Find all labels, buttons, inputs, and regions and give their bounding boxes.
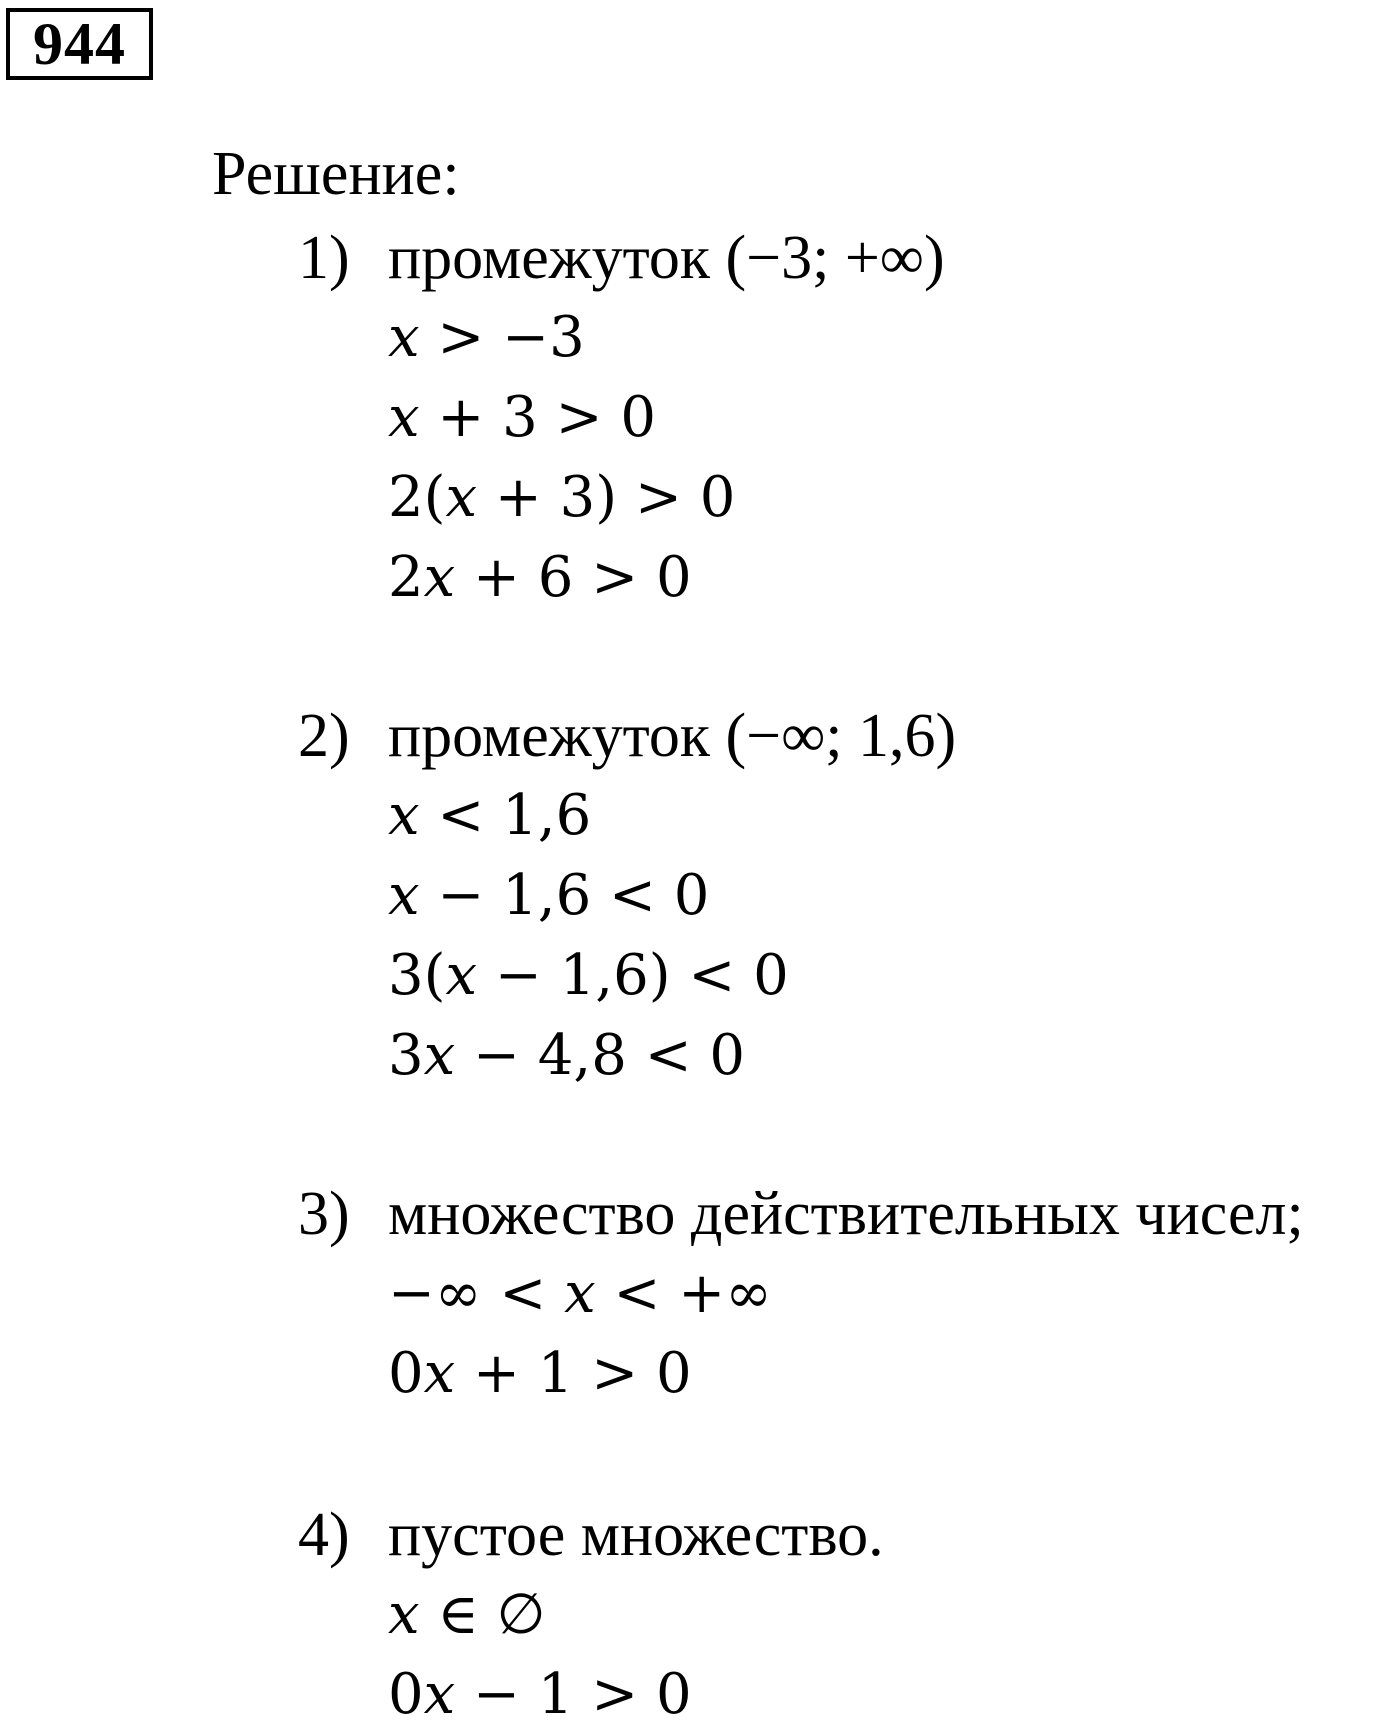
math-line: 3x − 4,8 < 0 [388,1023,746,1088]
math-line: x + 3 > 0 [388,385,656,450]
item-caption: пустое множество. [388,1501,884,1569]
item-number: 4) [298,1501,350,1569]
item-caption: множество действительных чисел; [388,1180,1304,1248]
math-line: x > −3 [388,305,585,370]
problem-number-box [6,8,153,80]
item-number: 1) [298,224,350,292]
item-number: 3) [298,1180,350,1248]
math-line: 0x + 1 > 0 [388,1341,692,1406]
math-line: −∞ < x < +∞ [388,1261,772,1326]
item-number: 2) [298,702,350,770]
math-line: 2(x + 3) > 0 [388,465,736,530]
item-caption: промежуток (−3; +∞) [388,224,945,292]
math-line: x ∈ ∅ [388,1582,546,1647]
math-line: x − 1,6 < 0 [388,863,710,928]
math-line: 2x + 6 > 0 [388,545,692,610]
math-line: 0x − 1 > 0 [388,1662,692,1727]
problem-number: 944 [33,11,126,77]
math-line: 3(x − 1,6) < 0 [388,943,789,1008]
solution-heading: Решение: [212,140,460,208]
item-caption: промежуток (−∞; 1,6) [388,702,957,770]
math-line: x < 1,6 [388,783,592,848]
